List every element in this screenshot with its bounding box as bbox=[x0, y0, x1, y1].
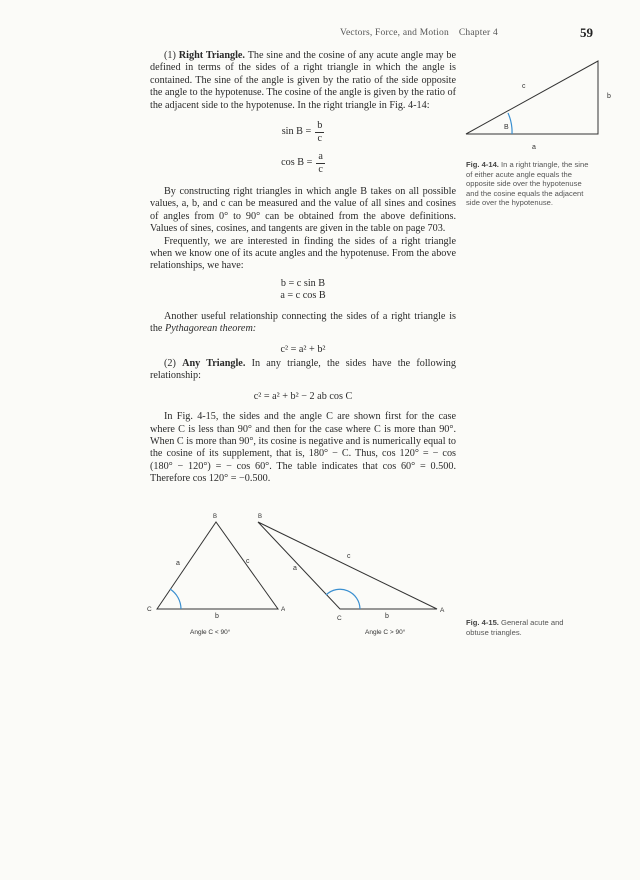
caption-acute: Angle C < 90° bbox=[190, 629, 231, 636]
vertex-A: A bbox=[281, 606, 285, 613]
page-number: 59 bbox=[580, 25, 593, 40]
paragraph-fig-4-15: In Fig. 4-15, the sides and the angle C are shown first for the case where C is less than 90° and then for the case where C is more than 90°. When C is more than 90°, its cosine is negative and is numerically equal to the cosine of its supplement, that is, 180° − C. Thus, cos 120° = − cos (180° − 120°) = − cos 60°. The table indicates that cos 60° = 0.500. Therefore cos 120° = −0.500. bbox=[150, 411, 456, 485]
side-a: a bbox=[176, 560, 180, 567]
chapter-label: Chapter 4 bbox=[458, 28, 498, 38]
label-B: B bbox=[504, 124, 509, 131]
section-title: Any Triangle. bbox=[182, 357, 246, 369]
vertex-B: B bbox=[258, 514, 263, 520]
paragraph-frequently: Frequently, we are interested in finding the sides of a right triangle when we know one of its acute angles and the hypotenuse. From the above relationships, we have: bbox=[150, 235, 456, 272]
obtuse-triangle bbox=[258, 522, 437, 609]
vertex-C: C bbox=[337, 615, 342, 622]
figure-4-14-right-triangle bbox=[460, 55, 620, 165]
side-c: c bbox=[246, 558, 250, 565]
label-b: b bbox=[607, 93, 611, 100]
caption-obtuse: Angle C > 90° bbox=[365, 629, 406, 636]
side-b: b bbox=[385, 613, 389, 620]
figure-4-15-caption: Fig. 4-15. General acute and obtuse triangles. bbox=[466, 618, 564, 637]
section-title: Right Triangle. bbox=[178, 50, 245, 61]
paragraph-pythagorean: Another useful relationship connecting the sides of a right triangle is the Pythagorean theorem: bbox=[150, 310, 456, 335]
figure-4-14-caption: Fig. 4-14. In a right triangle, the sine of either acute angle equals the opposite side over the hypotenuse and the cosine equals the adjacent side over the hypotenuse. bbox=[466, 160, 589, 208]
angle-arc-C bbox=[170, 589, 181, 609]
side-c: c bbox=[347, 553, 351, 560]
right-triangle bbox=[466, 61, 598, 134]
section-right-triangle: (1) Right Triangle. The sine and the cosine of any acute angle may be defined in terms of the sides of a right triangle in which the angle is contained. The sine of the angle is given by the ratio of the side opposite the angle to the hypotenuse. The cosine of the angle is given by the ratio of the adjacent side to the hypotenuse. In the right triangle in Fig. 4-14: bbox=[150, 50, 456, 111]
figure-4-15-obtuse-triangle bbox=[255, 510, 455, 640]
vertex-B: B bbox=[213, 514, 218, 520]
vertex-A: A bbox=[440, 607, 445, 614]
equation-pythagorean: c² = a² + b² bbox=[280, 343, 326, 355]
equation-b-a: b = c sin B a = c cos B bbox=[280, 277, 326, 302]
vertex-C: C bbox=[147, 606, 152, 613]
paragraph-constructing: By constructing right triangles in which angle B takes on all possible values, a, b, and c can be measured and the value of all sines and cosines of angles from 0° to 90° can be obtained from the above definitions. Values of sines, cosines, and tangents are given in the table on page 703. bbox=[150, 186, 456, 235]
equation-sin: sin B = $\frac{b}{c}$ bbox=[281, 120, 323, 145]
running-title: Vectors, Force, and Motion bbox=[340, 28, 449, 38]
equation-law-of-cosines: c² = a² + b² − 2 ab cos C bbox=[253, 390, 353, 402]
main-text bbox=[150, 50, 456, 486]
side-a: a bbox=[293, 565, 297, 572]
side-b: b bbox=[215, 613, 219, 620]
label-c: c bbox=[522, 83, 526, 90]
equation-cos: cos B = $\frac{a}{c}$ bbox=[281, 151, 323, 176]
label-a: a bbox=[532, 144, 536, 151]
section-any-triangle: (2) Any Triangle. In any triangle, the sides have the following relationship: bbox=[150, 357, 456, 382]
